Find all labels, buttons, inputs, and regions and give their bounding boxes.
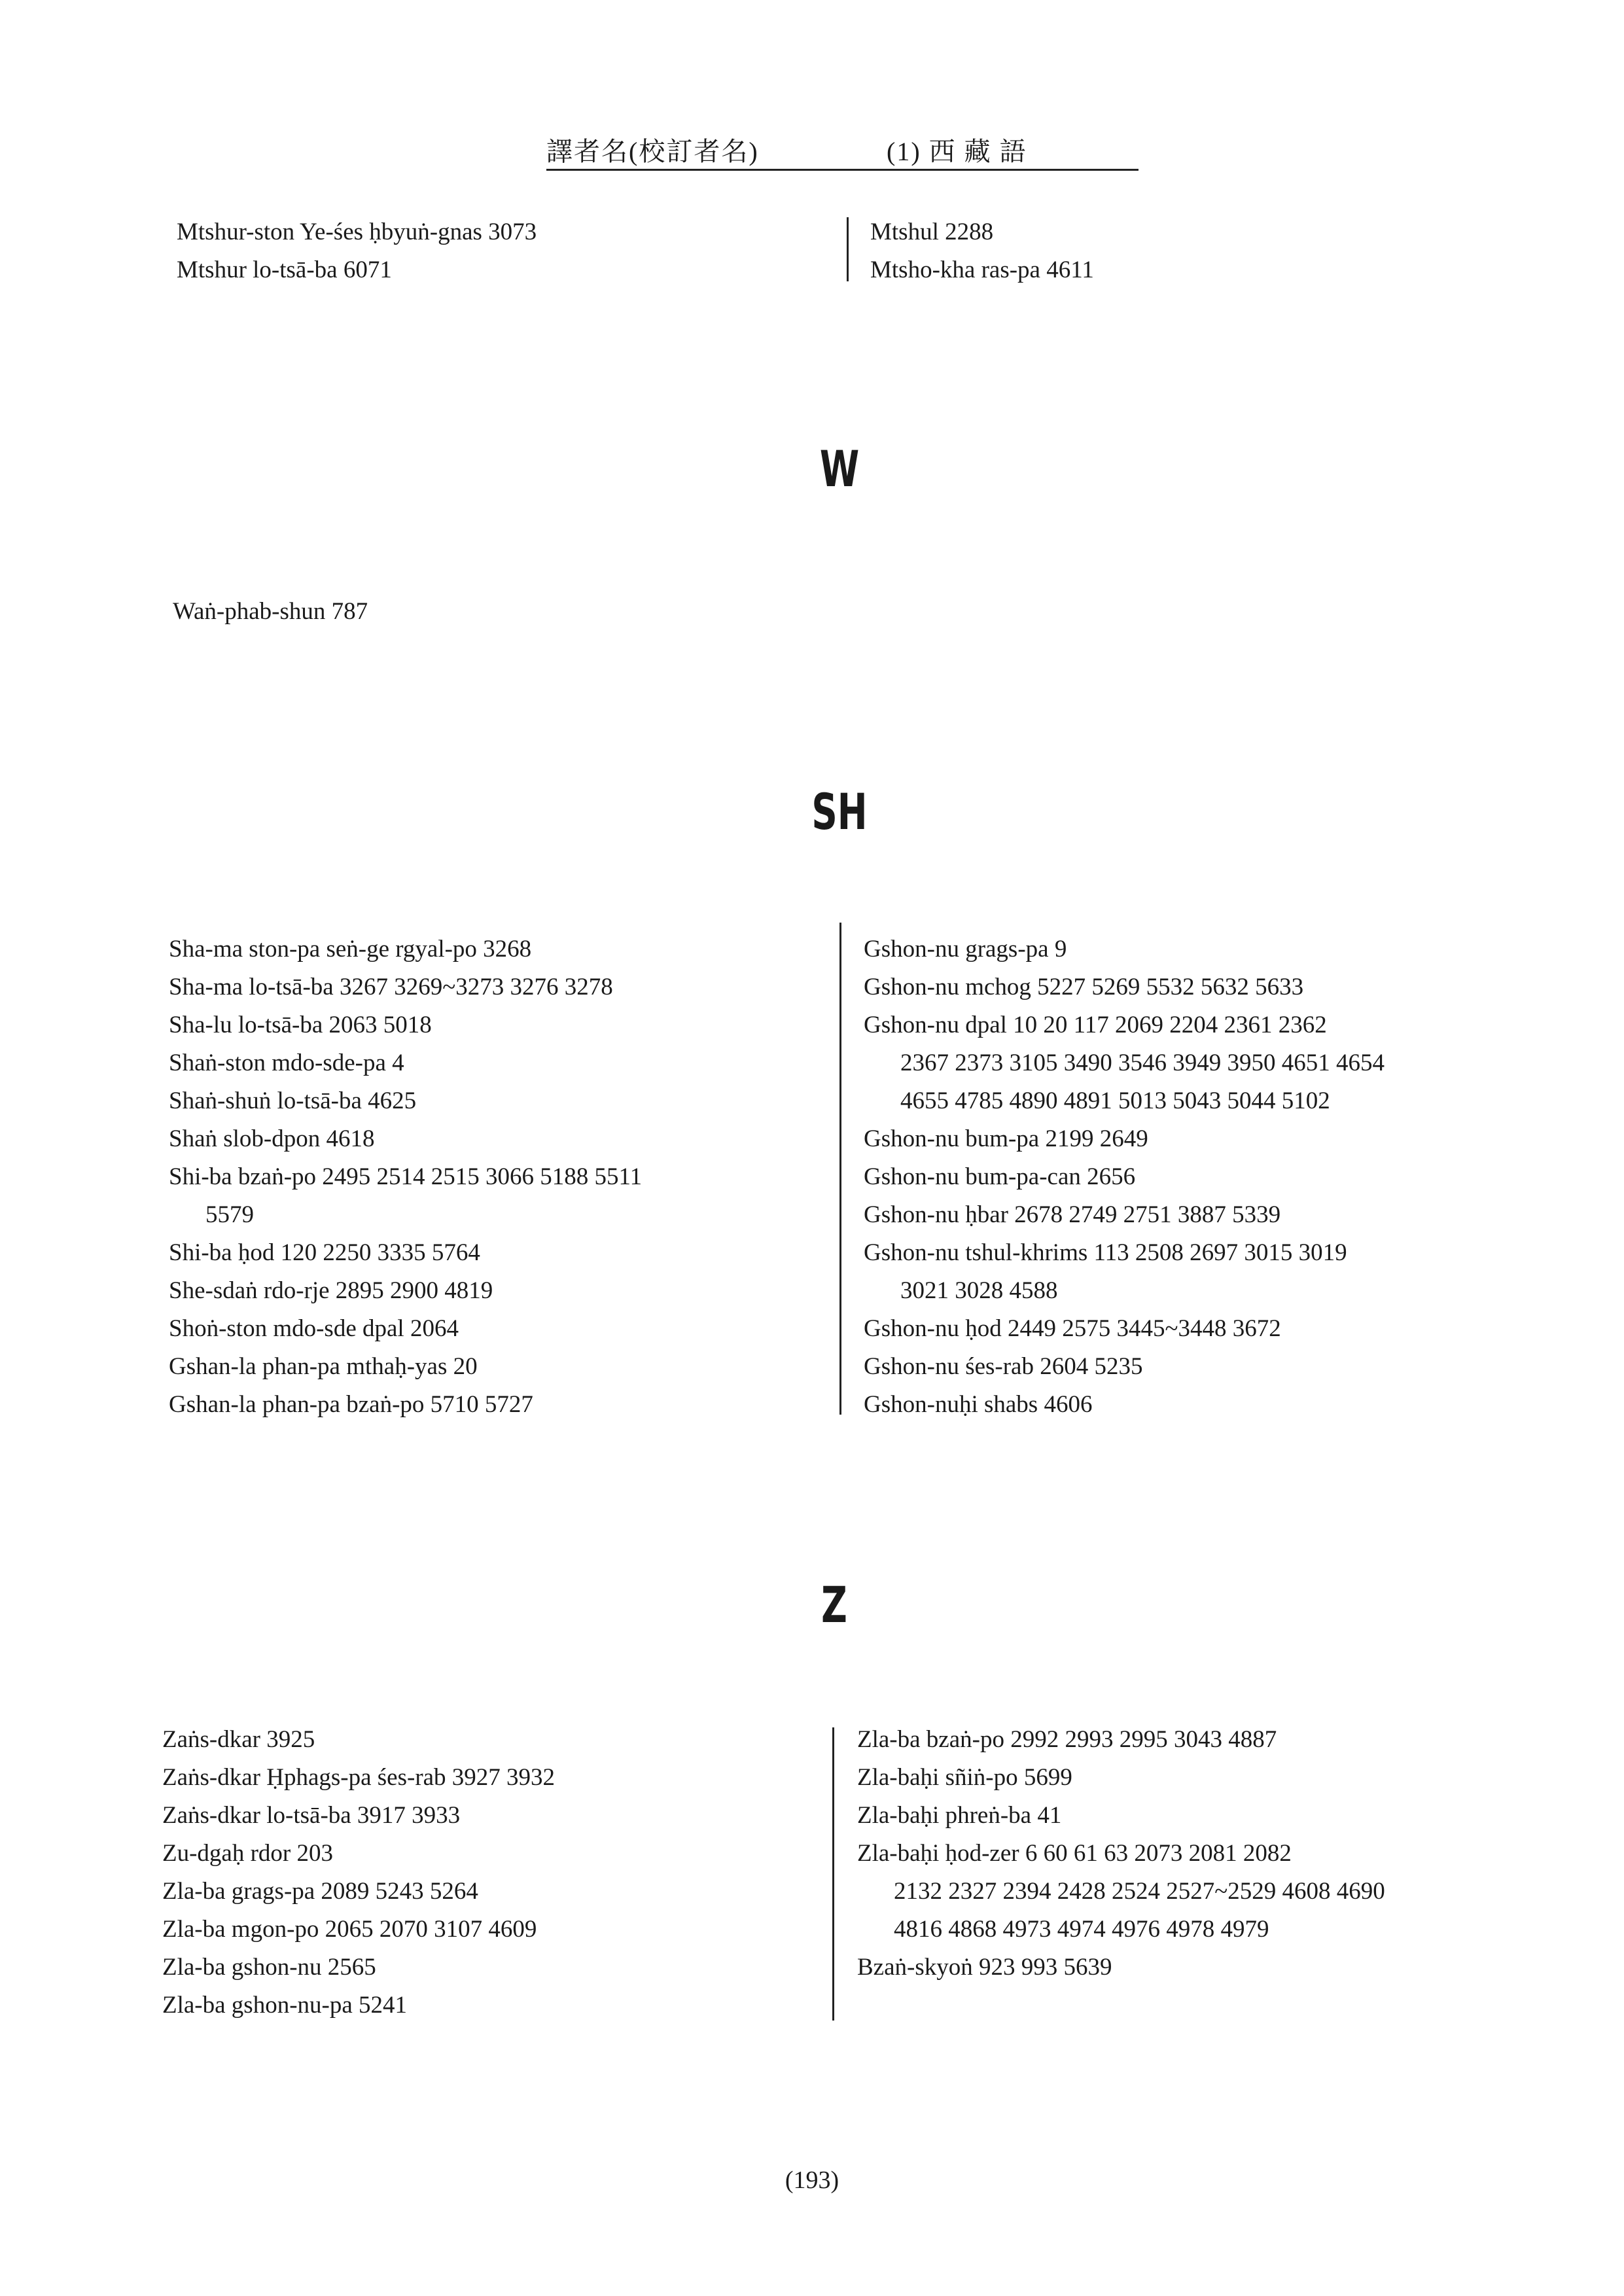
top-left-column <box>177 213 537 289</box>
index-entry: Gshon-nu grags-pa 9 <box>864 936 1067 963</box>
index-entry: Gshon-nu ḥbar 2678 2749 2751 3887 5339 <box>864 1201 1281 1228</box>
header-title: 譯者名(校訂者名) <box>546 137 759 166</box>
index-entry: Sha-ma lo-tsā-ba 3267 3269~3273 3276 3278 <box>169 974 613 1000</box>
index-entry: She-sdaṅ rdo-rje 2895 2900 4819 <box>169 1277 493 1304</box>
index-entry: Shaṅ-shuṅ lo-tsā-ba 4625 <box>169 1087 417 1114</box>
index-entry-continuation: 2367 2373 3105 3490 3546 3949 3950 4651 4654 <box>900 1050 1385 1076</box>
index-entry: Waṅ-phab-shun 787 <box>173 598 368 625</box>
index-entry: Gshon-nu ḥod 2449 2575 3445~3448 3672 <box>864 1315 1281 1342</box>
index-entry: Gshon-nu bum-pa 2199 2649 <box>864 1125 1148 1152</box>
w-column <box>173 593 368 631</box>
sh-right-column <box>864 930 1385 1424</box>
index-entry: Gshon-nu dpal 10 20 117 2069 2204 2361 2362 <box>864 1012 1327 1038</box>
index-entry: Shi-ba ḥod 120 2250 3335 5764 <box>169 1239 480 1266</box>
index-entry: Shoṅ-ston mdo-sde dpal 2064 <box>169 1315 459 1342</box>
index-entry: Zla-baḥi phreṅ-ba 41 <box>857 1802 1062 1829</box>
index-entry: Gshon-nu bum-pa-can 2656 <box>864 1163 1136 1190</box>
column-divider <box>839 923 841 1415</box>
index-entry: Zla-ba bzaṅ-po 2992 2993 2995 3043 4887 <box>857 1726 1277 1753</box>
index-entry: Gshon-nu śes-rab 2604 5235 <box>864 1353 1143 1380</box>
index-entry: Gshon-nu tshul-khrims 113 2508 2697 3015 3019 <box>864 1239 1347 1266</box>
top-right-column <box>870 213 1094 289</box>
index-entry: Mtsho-kha ras-pa 4611 <box>870 256 1094 283</box>
section-heading-sh: SH <box>811 783 868 841</box>
index-entry: Zaṅs-dkar 3925 <box>162 1726 315 1753</box>
index-entry: Zaṅs-dkar Ḥphags-pa śes-rab 3927 3932 <box>162 1764 556 1791</box>
index-entry: Bzaṅ-skyoṅ 923 993 5639 <box>857 1954 1112 1981</box>
index-entry: Shi-ba bzaṅ-po 2495 2514 2515 3066 5188 5511 <box>169 1163 643 1190</box>
z-left-column <box>162 1721 555 2024</box>
index-entry: Zla-ba mgon-po 2065 2070 3107 4609 <box>162 1916 537 1943</box>
index-entry: Zla-ba grags-pa 2089 5243 5264 <box>162 1878 478 1905</box>
index-entry: Gshan-la phan-pa bzaṅ-po 5710 5727 <box>169 1391 533 1418</box>
index-entry: Sha-ma ston-pa seṅ-ge rgyal-po 3268 <box>169 936 532 963</box>
column-divider <box>847 217 849 281</box>
index-entry: Zla-baḥi ḥod-zer 6 60 61 63 2073 2081 2082 <box>857 1840 1292 1867</box>
section-heading-w: W <box>819 440 860 498</box>
running-header <box>546 131 1135 168</box>
index-entry: Zla-ba gshon-nu-pa 5241 <box>162 1992 408 2019</box>
index-entry-continuation: 4655 4785 4890 4891 5013 5043 5044 5102 <box>900 1087 1330 1114</box>
index-entry-continuation: 4816 4868 4973 4974 4976 4978 4979 <box>894 1916 1269 1943</box>
index-entry: Mtshur lo-tsā-ba 6071 <box>177 256 392 283</box>
z-right-column <box>857 1721 1385 1987</box>
index-entry: Zla-ba gshon-nu 2565 <box>162 1954 376 1981</box>
section-heading-z: Z <box>821 1576 847 1634</box>
index-entry: Gshan-la phan-pa mthaḥ-yas 20 <box>169 1353 478 1380</box>
index-entry: Zaṅs-dkar lo-tsā-ba 3917 3933 <box>162 1802 461 1829</box>
index-entry: Shaṅ slob-dpon 4618 <box>169 1125 375 1152</box>
index-entry: Shaṅ-ston mdo-sde-pa 4 <box>169 1050 404 1076</box>
page-number: (193) <box>785 2166 839 2194</box>
index-entry: Sha-lu lo-tsā-ba 2063 5018 <box>169 1012 432 1038</box>
sh-left-column <box>169 930 642 1424</box>
index-entry: Gshon-nu mchog 5227 5269 5532 5632 5633 <box>864 974 1304 1000</box>
index-entry: Zu-dgaḥ rdor 203 <box>162 1840 333 1867</box>
index-entry: Mtshul 2288 <box>870 219 994 245</box>
header-subtitle: (1) 西 藏 語 <box>887 137 1027 166</box>
column-divider <box>832 1727 834 2021</box>
index-entry: Gshon-nuḥi shabs 4606 <box>864 1391 1093 1418</box>
index-entry-continuation: 2132 2327 2394 2428 2524 2527~2529 4608 4690 <box>894 1878 1385 1905</box>
header-rule <box>546 169 1139 171</box>
index-entry: Mtshur-ston Ye-śes ḥbyuṅ-gnas 3073 <box>177 219 537 245</box>
index-entry-continuation: 5579 <box>205 1201 254 1228</box>
index-entry-continuation: 3021 3028 4588 <box>900 1277 1058 1304</box>
index-entry: Zla-baḥi sñiṅ-po 5699 <box>857 1764 1072 1791</box>
